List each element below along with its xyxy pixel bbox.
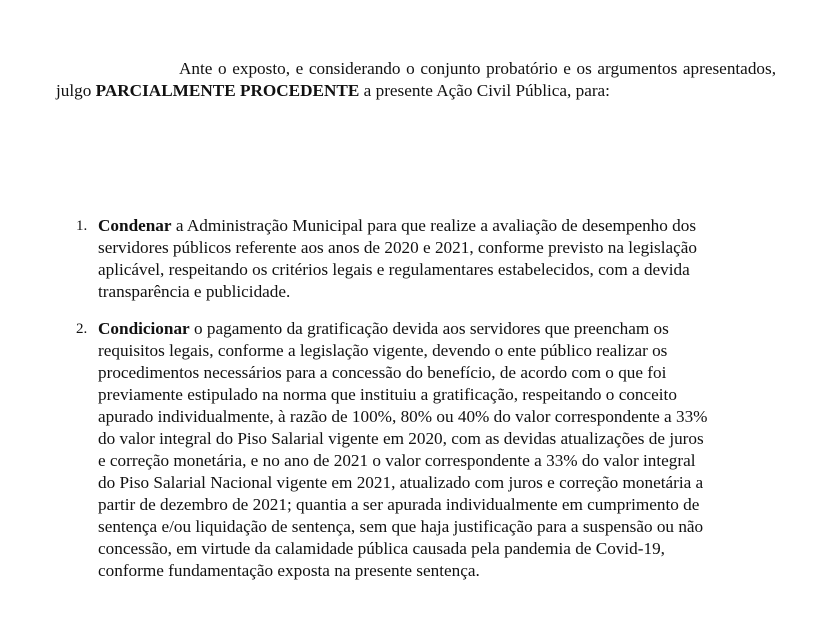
item-line [98, 318, 778, 340]
item-line: previamente estipulado na norma que instituiu a gratificação, respeitando o conceito [98, 385, 677, 404]
item-line: concessão, em virtude da calamidade pública causada pela pandemia de Covid-19, [98, 539, 665, 558]
item-line: sentença e/ou liquidação de sentença, sem que haja justificação para a suspensão ou não [98, 517, 704, 536]
item-line: conforme fundamentação exposta na presente sentença. [98, 561, 480, 580]
decision-item-2 [76, 318, 778, 582]
item-text: o pagamento da gratificação devida aos servidores que preencham os [189, 319, 669, 338]
item-text: a Administração Municipal para que realize a avaliação de desempenho dos [171, 216, 697, 235]
item-line: apurado individualmente, à razão de 100%, 80% ou 40% do valor correspondente a 33% [98, 407, 708, 426]
item-number: 2. [76, 321, 88, 337]
item-line: servidores públicos referente aos anos de 2020 e 2021, conforme previsto na legislação [98, 238, 697, 257]
item-line [98, 215, 778, 237]
item-line: aplicável, respeitando os critérios legais e regulamentares estabelecidos, com a devida [98, 260, 690, 279]
item-line: requisitos legais, conforme a legislação vigente, devendo o ente público realizar os [98, 341, 668, 360]
item-line: do valor integral do Piso Salarial vigente em 2020, com as devidas atualizações de juros [98, 429, 704, 448]
item-line: e correção monetária, e no ano de 2021 o valor correspondente a 33% do valor integral [98, 451, 696, 470]
decision-item-1 [76, 215, 778, 303]
intro-verdict: PARCIALMENTE PROCEDENTE [95, 81, 360, 100]
item-line: transparência e publicidade. [98, 282, 291, 301]
item-verb: Condenar [98, 216, 172, 235]
intro-text-after: a presente Ação Civil Pública, para: [359, 81, 610, 100]
item-line: procedimentos necessários para a concessão do benefício, de acordo com o que foi [98, 363, 667, 382]
item-number: 1. [76, 218, 88, 234]
item-line: partir de dezembro de 2021; quantia a ser apurada individualmente em cumprimento de [98, 495, 700, 514]
item-verb: Condicionar [98, 319, 190, 338]
item-line: do Piso Salarial Nacional vigente em 2021, atualizado com juros e correção monetária a [98, 473, 704, 492]
intro-paragraph [56, 58, 776, 102]
intro-text-before: Ante o exposto, e considerando o conjunto probatório e os argumentos apresentados, julgo [56, 59, 776, 100]
